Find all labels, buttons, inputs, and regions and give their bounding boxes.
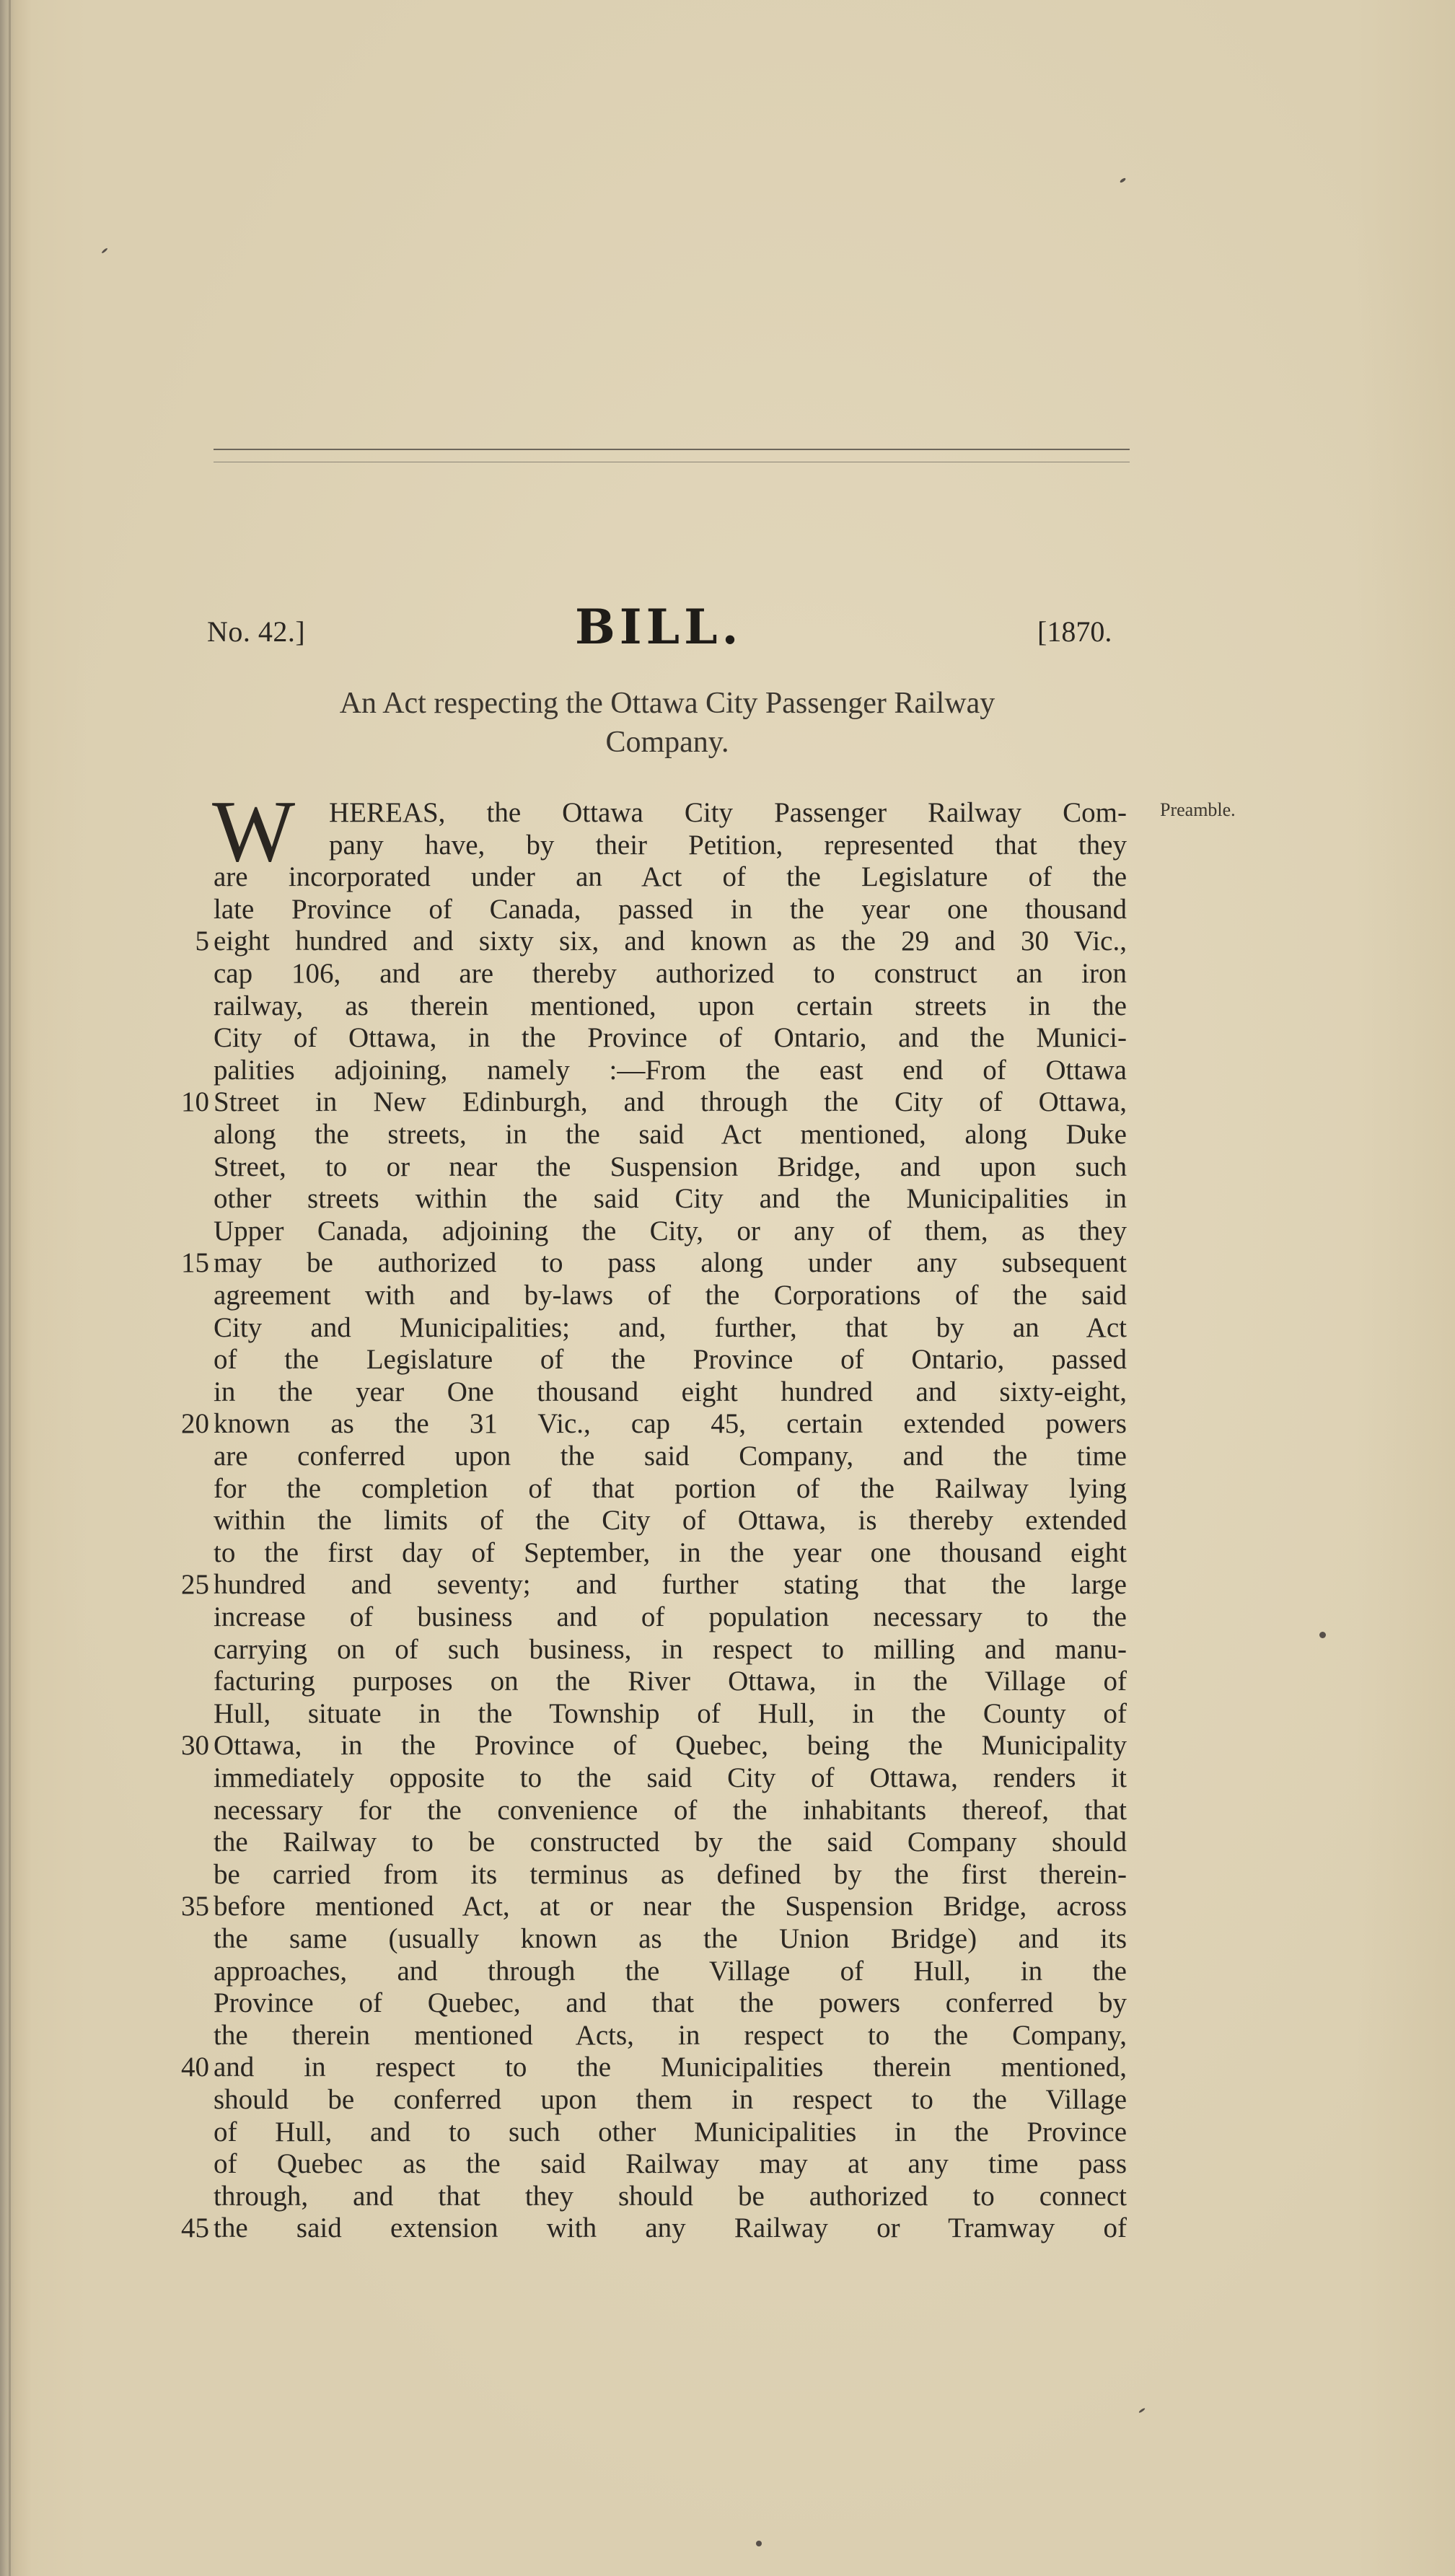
text-line: are conferred upon the said Company, and the time (214, 1441, 1127, 1472)
text-line: the therein mentioned Acts, in respect to the Company, (214, 2020, 1127, 2051)
text-line: Street in New Edinburgh, and through the City of Ottawa, (214, 1086, 1127, 1117)
text-line: of Quebec as the said Railway may at any time pass (214, 2148, 1127, 2179)
line-number: 5 (195, 926, 209, 957)
text-line: Upper Canada, adjoining the City, or any of them, as they (214, 1216, 1127, 1247)
text-line: hundred and seventy; and further stating that the large (214, 1569, 1127, 1600)
text-line: the same (usually known as the Union Bridge) and its (214, 1923, 1127, 1954)
act-title-line: Company. (605, 726, 729, 759)
text-line: City of Ottawa, in the Province of Ontario, and the Munici- (214, 1022, 1127, 1053)
text-line: agreement with and by-laws of the Corporations of the said (214, 1280, 1127, 1311)
text-line: other streets within the said City and the Municipalities in (214, 1183, 1127, 1214)
text-line: increase of business and of population necessary to the (214, 1601, 1127, 1632)
line-number: 20 (181, 1408, 209, 1439)
text-line: to the first day of September, in the year one thousand eight (214, 1537, 1127, 1568)
text-line: pany have, by their Petition, represented that they (329, 830, 1127, 861)
margin-note-preamble: Preamble. (1160, 799, 1236, 820)
text-line: Ottawa, in the Province of Quebec, being the Municipality (214, 1730, 1127, 1761)
line-number: 25 (181, 1569, 209, 1600)
paper-speck (1319, 1632, 1326, 1638)
text-line: before mentioned Act, at or near the Suspension Bridge, across (214, 1891, 1127, 1922)
line-number: 30 (181, 1730, 209, 1761)
text-line: should be conferred upon them in respect to the Village (214, 2084, 1127, 2115)
text-line: immediately opposite to the said City of Ottawa, renders it (214, 1762, 1127, 1793)
text-line: carrying on of such business, in respect to milling and manu- (214, 1634, 1127, 1665)
paper-speck (101, 247, 108, 254)
act-title (209, 684, 1125, 762)
text-line: be carried from its terminus as defined by the first therein- (214, 1859, 1127, 1890)
bill-number: No. 42.] (207, 615, 306, 648)
text-line: necessary for the convenience of the inhabitants thereof, that (214, 1795, 1127, 1826)
bill-year: [1870. (1037, 615, 1112, 648)
text-line: Province of Quebec, and that the powers conferred by (214, 1987, 1127, 2018)
text-line: the said extension with any Railway or Tramway of (214, 2212, 1127, 2243)
text-line: HEREAS, the Ottawa City Passenger Railway Com- (329, 797, 1127, 828)
text-line: in the year One thousand eight hundred and sixty-eight, (214, 1376, 1127, 1407)
text-line: eight hundred and sixty six, and known as the 29 and 30 Vic., (214, 926, 1127, 957)
text-line: cap 106, and are thereby authorized to construct an iron (214, 958, 1127, 989)
text-line: through, and that they should be authorized to connect (214, 2181, 1127, 2212)
text-line: the Railway to be constructed by the said Company should (214, 1827, 1127, 1858)
paper-speck (756, 2541, 762, 2546)
header-rule (214, 449, 1130, 450)
text-line: facturing purposes on the River Ottawa, in the Village of (214, 1666, 1127, 1697)
text-line: palities adjoining, namely :—From the east end of Ottawa (214, 1055, 1127, 1086)
text-line: Street, to or near the Suspension Bridge, and upon such (214, 1151, 1127, 1182)
line-number: 15 (181, 1247, 209, 1278)
text-line: along the streets, in the said Act mentioned, along Duke (214, 1119, 1127, 1150)
text-line: may be authorized to pass along under any subsequent (214, 1247, 1127, 1278)
text-line: of the Legislature of the Province of Ontario, passed (214, 1344, 1127, 1375)
paper-speck (1120, 177, 1127, 183)
text-line: of Hull, and to such other Municipalities in the Province (214, 2116, 1127, 2148)
act-title-line: An Act respecting the Ottawa City Passenger Railway (339, 687, 995, 720)
line-number: 40 (181, 2052, 209, 2083)
page-binding-edge (9, 0, 11, 2576)
text-line: known as the 31 Vic., cap 45, certain extended powers (214, 1408, 1127, 1439)
bill-heading: BILL. (575, 599, 743, 655)
text-line: Hull, situate in the Township of Hull, in the County of (214, 1698, 1127, 1729)
text-line: are incorporated under an Act of the Legislature of the (214, 861, 1127, 892)
text-line: for the completion of that portion of the Railway lying (214, 1473, 1127, 1504)
text-line: and in respect to the Municipalities therein mentioned, (214, 2052, 1127, 2083)
line-number: 10 (181, 1086, 209, 1117)
text-line: City and Municipalities; and, further, that by an Act (214, 1312, 1127, 1343)
text-line: railway, as therein mentioned, upon certain streets in the (214, 990, 1127, 1021)
text-line: approaches, and through the Village of Hull, in the (214, 1956, 1127, 1987)
line-number: 45 (181, 2212, 209, 2243)
line-number: 35 (181, 1891, 209, 1922)
paper-speck (1138, 2407, 1146, 2413)
text-line: late Province of Canada, passed in the year one thousand (214, 894, 1127, 925)
text-line: within the limits of the City of Ottawa, is thereby extended (214, 1505, 1127, 1536)
drop-cap: W (212, 783, 296, 880)
